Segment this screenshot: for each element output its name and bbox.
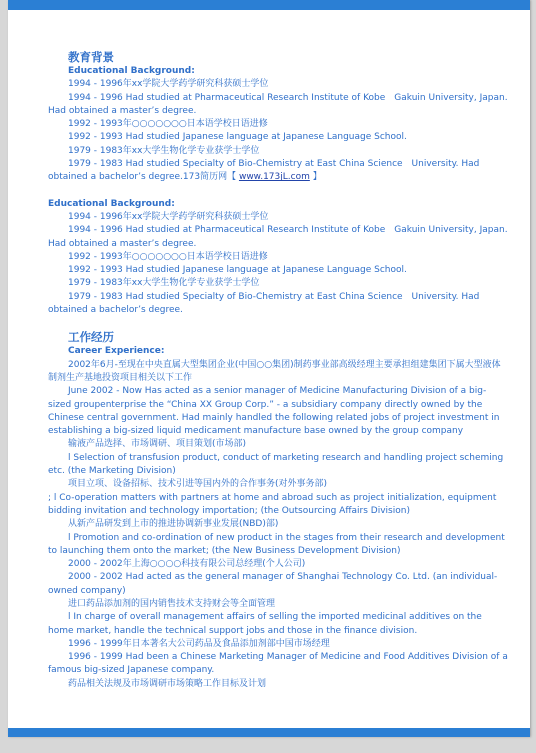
education-line: 1992 - 1993年○○○○○○○日本语学校日语进修	[68, 119, 268, 130]
education-heading-en-2: Educational Background:	[48, 198, 175, 209]
bracket-end: 】	[312, 172, 322, 183]
education-line-text: 1979 - 1983 Had studied Specialty of Bio-Chemistry at East China Science University. Had obtained a bachelor’s degree.173简历网【	[48, 159, 480, 183]
education2-line: 1994 - 1996 Had studied at Pharmaceutical Research Institute of Kobe Gakuin University, Japan. Had obtained a master’s degree.	[48, 225, 508, 249]
education-line: 1992 - 1993 Had studied Japanese language at Japanese Language School.	[68, 132, 407, 143]
resume-page	[8, 0, 530, 737]
page-header-bar	[8, 0, 530, 10]
career-line: June 2002 - Now Has acted as a senior manager of Medicine Manufacturing Division of a big-sized groupenterprise the “China XX Group Corp.” - a subsidiary company directly owned by the Chinese central government. Had mainly handled the following related jobs of project investment in establishing a big-sized liquid medicament manufacture base owned by the group company	[48, 386, 500, 437]
career-line: 1996 - 1999年日本著名大公司药品及食品添加剂部中国市场经理	[68, 638, 330, 649]
career-line: 2002年6月-至现在中央直属大型集团企业(中国○○集团)制药事业部高级经理主要承担组建集团下属大型液体制剂生产基地投资项目相关以下工作	[48, 359, 501, 383]
education-line: 1979 - 1983年xx大学生物化学专业获学士学位	[68, 145, 260, 156]
page-content	[48, 50, 508, 691]
education2-line: 1994 - 1996年xx学院大学药学研究科获硕士学位	[68, 211, 269, 222]
education2-line: 1992 - 1993 Had studied Japanese language at Japanese Language School.	[68, 265, 407, 276]
career-line: 2000 - 2002 Had acted as the general manager of Shanghai Technology Co. Ltd. (an individual-owned company)	[48, 572, 498, 596]
education-line: 1994 - 1996年xx学院大学药学研究科获硕士学位	[68, 79, 269, 90]
career-line: l Selection of transfusion product, conduct of marketing research and handling project scheming etc. (the Marketing Division)	[48, 452, 504, 477]
career-line: ; l Co-operation matters with partners at home and abroad such as project initialization, equipment bidding invitation and technology importation; (the Outsourcing Affairs Division)	[48, 492, 497, 516]
career-line: l In charge of overall management affairs of selling the imported medicinal additives on the home market, handle the technical support jobs and those in the finance division.	[48, 612, 482, 636]
career-line: 1996 - 1999 Had been a Chinese Marketing Manager of Medicine and Food Additives Division of a famous big-sized Japanese company.	[48, 652, 508, 676]
career-line: l Promotion and co-ordination of new product in the stages from their research and development to launching them onto the market; (the New Business Development Division)	[48, 532, 505, 556]
career-line: 药品相关法规及市场调研市场策略工作目标及计划	[68, 678, 267, 689]
section-gap	[48, 317, 508, 330]
education-heading-cn: 教育背景	[68, 50, 114, 64]
career-line: 进口药品添加剂的国内销售技术支持财会等全面管理	[68, 598, 276, 609]
career-line: 2000 - 2002年上海○○○○科技有限公司总经理(个人公司)	[68, 559, 306, 570]
education-heading-en: Educational Background:	[68, 66, 195, 76]
page-footer-bar	[8, 728, 530, 737]
career-heading-en: Career Experience:	[68, 346, 165, 357]
section-gap	[48, 185, 508, 198]
career-line: 从新产品研发到上市的推进协调新事业发展(NBD)部)	[68, 519, 279, 530]
education-line: 1994 - 1996 Had studied at Pharmaceutical Research Institute of Kobe Gakuin University, Japan. Had obtained a master’s degree.	[48, 92, 508, 116]
education2-line: 1979 - 1983年xx大学生物化学专业获学士学位	[68, 278, 260, 289]
career-line: 项目立项、设备招标、技术引进等国内外的合作事务(对外事务部)	[68, 479, 328, 490]
career-line: 输液产品选择、市场调研、项目策划(市场部)	[68, 439, 247, 450]
website-link[interactable]: www.173jL.com	[238, 172, 310, 183]
education2-line: 1992 - 1993年○○○○○○○日本语学校日语进修	[68, 251, 268, 262]
education-line-with-link	[48, 158, 508, 185]
education2-line: 1979 - 1983 Had studied Specialty of Bio-Chemistry at East China Science University. Had obtained a bachelor’s degree.	[48, 291, 480, 316]
career-heading-cn: 工作经历	[68, 330, 114, 345]
